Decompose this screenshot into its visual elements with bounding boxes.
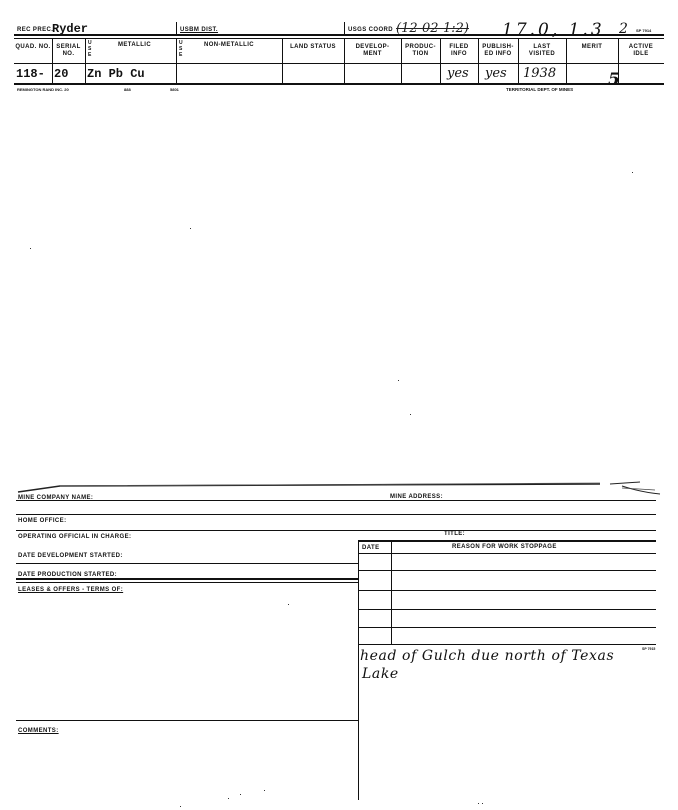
col-non-metallic: NON-METALLIC: [204, 42, 255, 48]
col-production: PRODUC- TION: [405, 44, 436, 57]
form-number-bottom: SP 7915: [642, 647, 656, 651]
speck: [264, 790, 265, 791]
title-label: TITLE:: [444, 531, 466, 537]
dept-text: TERRITORIAL DEPT. OF MINES: [506, 87, 574, 92]
speck: [478, 803, 479, 804]
leases-label: LEASES & OFFERS - TERMS OF:: [18, 587, 124, 593]
home-office-label: HOME OFFICE:: [18, 518, 67, 524]
usgs-coord-suffix: 2: [619, 21, 628, 37]
col-merit: MERIT: [581, 44, 603, 50]
col-metallic: METALLIC: [118, 42, 152, 48]
speck: [288, 604, 289, 605]
code-b: 5801: [170, 87, 179, 92]
col-land-status: LAND STATUS: [290, 44, 336, 50]
card-top-edge: [0, 474, 678, 500]
last-visited-value: 1938: [523, 66, 557, 81]
col-use-2: U S E: [179, 40, 184, 58]
date-prod-started-label: DATE PRODUCTION STARTED:: [18, 572, 118, 578]
speck: [240, 794, 241, 795]
usgs-coord-label: USGS COORD: [348, 27, 394, 33]
speck: [410, 414, 411, 415]
speck: [30, 248, 31, 249]
usgs-coord-struck: (12-02-1:2): [396, 21, 469, 36]
col-filed-info: FILED INFO: [449, 44, 469, 57]
metallic-value: Zn Pb Cu: [87, 67, 145, 81]
comments-label: COMMENTS:: [18, 728, 59, 734]
col-use-1: U S E: [88, 40, 93, 58]
usgs-coord-value: 17.0, 1.3: [502, 20, 605, 40]
stoppage-date-header: DATE: [362, 545, 380, 551]
rec-prec-label: REC PREC.: [17, 27, 54, 33]
active-idle-value: 5: [608, 70, 620, 90]
rec-prec-value: Ryder: [52, 22, 89, 36]
handwritten-note-line2: Lake: [362, 666, 399, 682]
form-number-top: SP 7914: [636, 28, 652, 33]
printer-text: REMINGTON RAND INC. 20: [17, 87, 69, 92]
operating-official-label: OPERATING OFFICIAL IN CHARGE:: [18, 534, 132, 540]
col-last-visited: LAST VISITED: [528, 44, 556, 57]
usbm-dist-label: USBM DIST.: [180, 27, 219, 33]
speck: [632, 172, 633, 173]
speck: [190, 228, 191, 229]
date-dev-started-label: DATE DEVELOPMENT STARTED:: [18, 553, 123, 559]
mine-address-label: MINE ADDRESS:: [390, 494, 443, 500]
col-quad-no: QUAD. NO.: [15, 44, 51, 50]
speck: [228, 798, 229, 799]
stoppage-reason-header: REASON FOR WORK STOPPAGE: [452, 544, 557, 550]
speck: [398, 380, 399, 381]
quad-value: 118-: [16, 67, 45, 81]
col-serial-no: SERIAL NO.: [56, 44, 81, 57]
mine-company-name-label: MINE COMPANY NAME:: [18, 495, 94, 501]
speck: [482, 803, 483, 804]
code-a: 888: [124, 87, 131, 92]
filed-info-value: yes: [447, 66, 469, 81]
col-published-info: PUBLISH- ED INFO: [482, 44, 514, 57]
serial-value: 20: [54, 67, 69, 81]
col-development: DEVELOP- MENT: [355, 44, 390, 57]
col-active-idle: ACTIVE IDLE: [628, 44, 654, 57]
handwritten-note-line1: head of Gulch due north of Texas: [360, 648, 615, 664]
published-info-value: yes: [485, 66, 507, 81]
speck: [180, 806, 181, 807]
